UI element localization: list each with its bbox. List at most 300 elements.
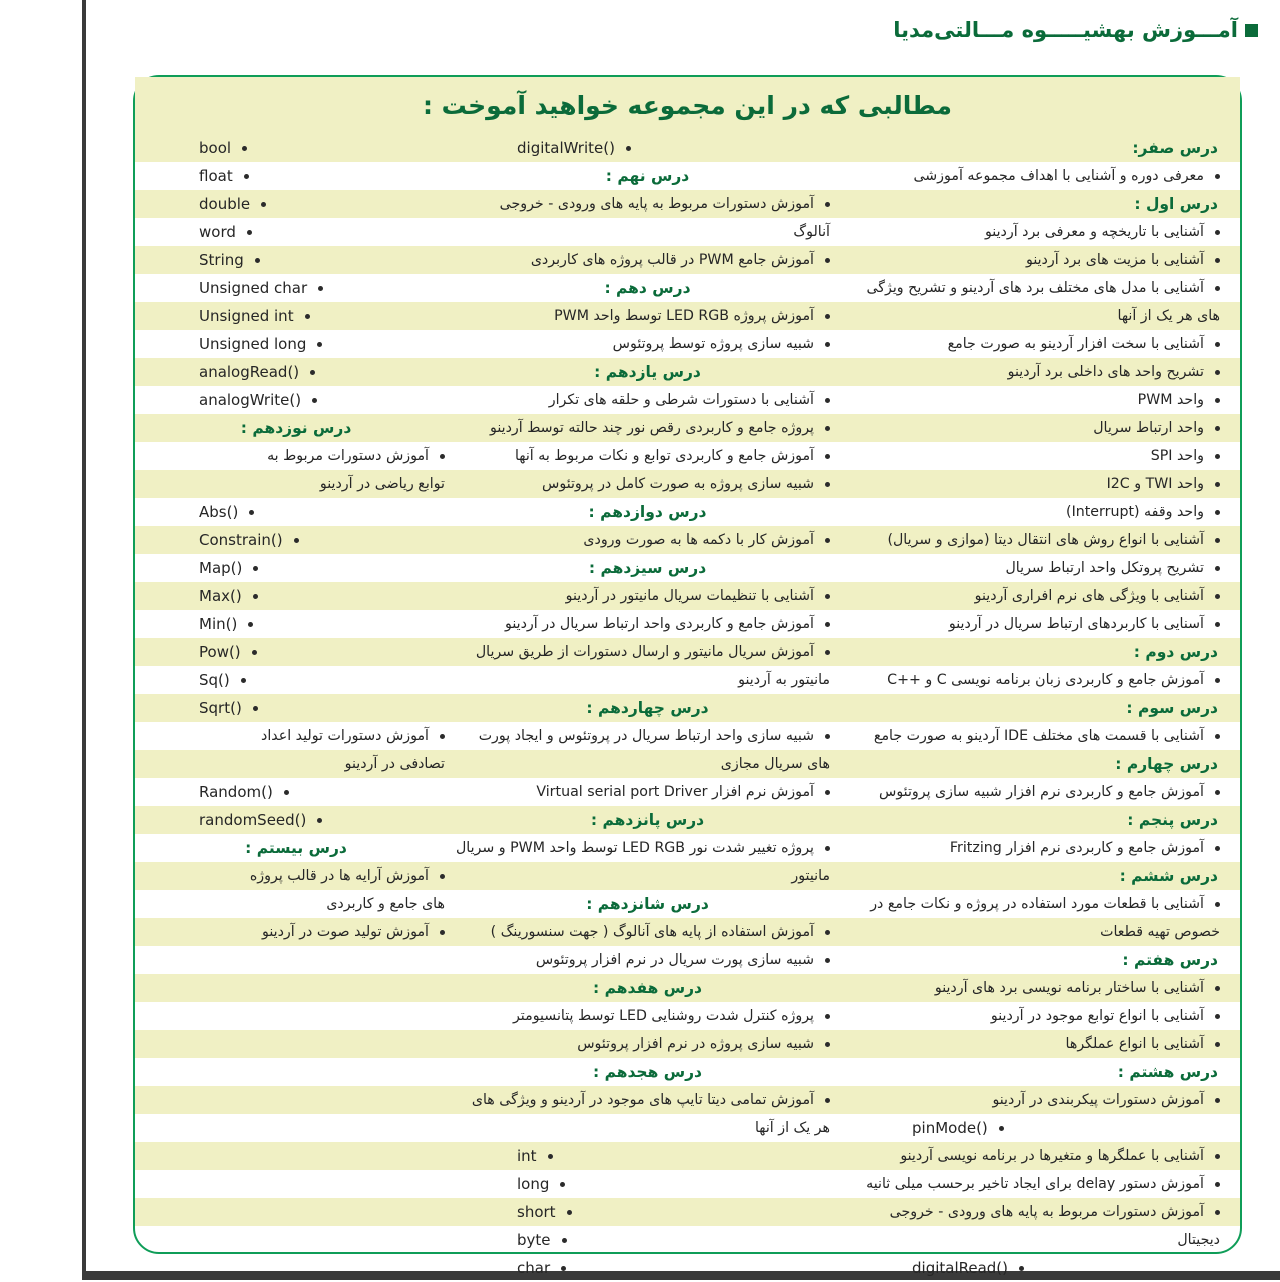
- square-bullet-icon: [1245, 24, 1258, 37]
- middle-list-item: [455, 470, 840, 498]
- middle-list-item: [455, 442, 840, 470]
- bullet-icon: [825, 342, 830, 347]
- bullet-icon: [825, 314, 830, 319]
- list-item-text: آشنایی با انواع توابع موجود در آردینو: [990, 1007, 1204, 1024]
- list-item-text: analogRead(): [199, 363, 300, 381]
- list-item-text: تشریح پروتکل واحد ارتباط سریال: [1005, 559, 1204, 576]
- bullet-icon: [1215, 538, 1220, 543]
- list-item-text: double: [199, 195, 251, 213]
- middle-lesson-heading: [455, 498, 840, 526]
- bullet-icon: [252, 650, 257, 655]
- bullet-icon: [825, 482, 830, 487]
- list-item-text: های هر یک از آنها: [1117, 307, 1220, 324]
- list-item-text: آموزش استفاده از پایه های آنالوگ ( جهت سنسورینگ ): [490, 923, 814, 940]
- middle-code-item: [455, 1198, 840, 1226]
- left-code-item: [137, 526, 455, 554]
- left-lesson-heading: [137, 834, 455, 862]
- list-item-text: آشنایی با ویژگی های نرم افراری آردینو: [974, 587, 1204, 604]
- right-lesson-heading: [842, 806, 1232, 834]
- middle-list-item: [455, 778, 840, 806]
- bullet-icon: [560, 1182, 565, 1187]
- bullet-icon: [253, 594, 258, 599]
- bullet-icon: [440, 454, 445, 459]
- bullet-icon: [825, 202, 830, 207]
- list-item-text: شبیه سازی پورت سریال در نرم افزار پروتئوس: [535, 951, 814, 968]
- right-list-item: [842, 1002, 1232, 1030]
- list-item-text: هر یک از آنها: [754, 1119, 830, 1136]
- left-list-item-continuation: [137, 750, 455, 778]
- bullet-icon: [1215, 482, 1220, 487]
- bullet-icon: [294, 538, 299, 543]
- left-list-item-continuation: [137, 890, 455, 918]
- middle-lesson-heading: [455, 554, 840, 582]
- course-contents-card: [133, 75, 1242, 1277]
- list-item-text: Constrain(): [199, 531, 283, 549]
- left-list-item: [137, 918, 455, 946]
- middle-list-item: [455, 526, 840, 554]
- middle-list-item: [455, 414, 840, 442]
- list-item-text: شبیه سازی واحد ارتباط سریال در پروتئوس و ایجاد پورت: [478, 727, 814, 744]
- middle-list-item: [455, 1002, 840, 1030]
- list-item-text: توابع ریاضی در آردینو: [319, 475, 445, 492]
- left-code-item: [137, 302, 455, 330]
- list-item-text: digitalRead(): [912, 1259, 1009, 1277]
- list-item-text: analogWrite(): [199, 391, 302, 409]
- lesson-heading-text: درس اول :: [1134, 195, 1218, 213]
- lesson-heading-text: درس نهم :: [605, 167, 690, 185]
- lesson-heading-text: درس پانزدهم :: [590, 811, 705, 829]
- bullet-icon: [310, 370, 315, 375]
- bullet-icon: [1215, 986, 1220, 991]
- left-code-item: [137, 358, 455, 386]
- bullet-icon: [825, 650, 830, 655]
- bullet-icon: [1215, 510, 1220, 515]
- middle-code-item: [455, 1142, 840, 1170]
- list-item-text: long: [517, 1175, 550, 1193]
- list-item-text: آشنایی با تنظیمات سریال مانیتور در آردینو: [565, 587, 814, 604]
- left-code-item: [137, 498, 455, 526]
- bullet-icon: [1215, 370, 1220, 375]
- lesson-heading-text: درس سوم :: [1126, 699, 1218, 717]
- list-item-text: آموزش جامع و کاربردی نرم افزار Fritzing: [949, 839, 1204, 856]
- bullet-icon: [825, 930, 830, 935]
- column-right: [842, 134, 1232, 1282]
- lesson-heading-text: درس هشتم :: [1117, 1063, 1218, 1081]
- middle-list-item: [455, 918, 840, 946]
- lesson-heading-text: درس دوم :: [1133, 643, 1218, 661]
- middle-code-item: [455, 1226, 840, 1254]
- list-item-text: شبیه سازی پروژه در نرم افزار پروتئوس: [577, 1035, 814, 1052]
- list-item-text: شبیه سازی پروژه به صورت کامل در پروتئوس: [542, 475, 814, 492]
- brand-header: [893, 18, 1258, 42]
- bullet-icon: [247, 230, 252, 235]
- list-item-text: آشنایی با قسمت های مختلف IDE آردینو به صورت جامع: [873, 727, 1204, 744]
- middle-list-item: [455, 190, 840, 218]
- list-item-text: آموزش تولید صوت در آردینو: [262, 923, 429, 940]
- bullet-icon: [318, 286, 323, 291]
- column-middle: [455, 134, 840, 1282]
- middle-code-item: [455, 1254, 840, 1282]
- list-item-text: واحد TWI و I2C: [1106, 475, 1204, 492]
- list-item-text: آموزش دستورات تولید اعداد: [261, 727, 429, 744]
- middle-list-item-continuation: [455, 1114, 840, 1142]
- list-item-text: آموزش جامع و کاربردی زبان برنامه نویسی C و ++C: [887, 671, 1204, 688]
- list-item-text: آموزش جامع و کاربردی توابع و نکات مربوط به آنها: [514, 447, 814, 464]
- list-item-text: bool: [199, 139, 232, 157]
- right-lesson-heading: [842, 946, 1232, 974]
- list-item-text: pinMode(): [912, 1119, 988, 1137]
- middle-list-item: [455, 302, 840, 330]
- list-item-text: Max(): [199, 587, 242, 605]
- right-list-item: [842, 834, 1232, 862]
- list-item-text: آشنایی با دستورات شرطی و حلقه های تکرار: [548, 391, 814, 408]
- right-list-item: [842, 1142, 1232, 1170]
- left-code-item: [137, 610, 455, 638]
- bullet-icon: [567, 1210, 572, 1215]
- middle-lesson-heading: [455, 1058, 840, 1086]
- left-code-item: [137, 386, 455, 414]
- list-item-text: آموزش نرم افزار Virtual serial port Driver: [536, 783, 814, 800]
- left-code-item: [137, 638, 455, 666]
- middle-list-item: [455, 246, 840, 274]
- list-item-text: واحد SPI: [1150, 447, 1204, 464]
- middle-lesson-heading: [455, 806, 840, 834]
- list-item-text: آنالوگ: [793, 223, 830, 240]
- middle-code-item: [455, 134, 840, 162]
- bullet-icon: [261, 202, 266, 207]
- left-code-item: [137, 554, 455, 582]
- bullet-icon: [1215, 398, 1220, 403]
- bullet-icon: [825, 734, 830, 739]
- right-lesson-heading: [842, 694, 1232, 722]
- list-item-text: آشنایی با مزیت های برد آردینو: [1025, 251, 1204, 268]
- middle-list-item-continuation: [455, 218, 840, 246]
- bullet-icon: [1215, 174, 1220, 179]
- bullet-icon: [244, 174, 249, 179]
- lesson-heading-text: درس سیزدهم :: [588, 559, 707, 577]
- list-item-text: randomSeed(): [199, 811, 307, 829]
- left-lesson-heading: [137, 414, 455, 442]
- bullet-icon: [825, 398, 830, 403]
- right-lesson-heading: [842, 190, 1232, 218]
- list-item-text: پروژه جامع و کاربردی رقص نور چند حالته توسط آردینو: [490, 419, 814, 436]
- bullet-icon: [1215, 342, 1220, 347]
- list-item-text: Random(): [199, 783, 273, 801]
- list-item-text: معرفی دوره و آشنایی با اهداف مجموعه آموزشی: [913, 167, 1204, 184]
- bullet-icon: [255, 258, 260, 263]
- lesson-heading-text: درس چهارم :: [1115, 755, 1218, 773]
- right-list-item: [842, 778, 1232, 806]
- middle-lesson-heading: [455, 694, 840, 722]
- list-item-text: آموزش تمامی دیتا تایپ های موجود در آردینو و ویژگی های: [471, 1091, 814, 1108]
- middle-list-item: [455, 610, 840, 638]
- left-list-item-continuation: [137, 470, 455, 498]
- middle-list-item: [455, 722, 840, 750]
- list-item-text: واحد ارتباط سریال: [1093, 419, 1204, 436]
- column-left: [137, 134, 455, 946]
- list-item-text: واحد PWM: [1137, 391, 1204, 408]
- list-item-text: آشنایی با عملگرها و متغیرها در برنامه نویسی آردینو: [900, 1147, 1204, 1164]
- bullet-icon: [825, 258, 830, 263]
- bullet-icon: [1215, 678, 1220, 683]
- bullet-icon: [248, 622, 253, 627]
- right-list-item: [842, 470, 1232, 498]
- bullet-icon: [825, 594, 830, 599]
- bullet-icon: [1215, 454, 1220, 459]
- bullet-icon: [1215, 594, 1220, 599]
- lesson-heading-text: درس دهم :: [604, 279, 691, 297]
- right-list-item: [842, 162, 1232, 190]
- bullet-icon: [825, 622, 830, 627]
- bullet-icon: [1215, 566, 1220, 571]
- right-list-item: [842, 498, 1232, 526]
- left-code-item: [137, 778, 455, 806]
- bullet-icon: [1215, 1154, 1220, 1159]
- middle-list-item: [455, 1030, 840, 1058]
- bullet-icon: [626, 146, 631, 151]
- right-list-item: [842, 246, 1232, 274]
- list-item-text: پروژه تغییر شدت نور LED RGB توسط واحد PWM و سریال: [455, 839, 814, 856]
- list-item-text: آشنایی با انواع روش های انتقال دیتا (موازی و سریال): [887, 531, 1204, 548]
- bullet-icon: [1019, 1266, 1024, 1271]
- list-item-text: آموزش دستورات مربوط به: [267, 447, 429, 464]
- bullet-icon: [242, 146, 247, 151]
- right-list-item: [842, 358, 1232, 386]
- list-item-text: Unsigned int: [199, 307, 294, 325]
- list-item-text: آموزش دستورات پیکربندی در آردینو: [992, 1091, 1204, 1108]
- list-item-text: آموزش دستورات مربوط به پایه های ورودی - خروجی: [889, 1203, 1204, 1220]
- bullet-icon: [249, 510, 254, 515]
- middle-list-item: [455, 1086, 840, 1114]
- middle-list-item: [455, 638, 840, 666]
- bullet-icon: [1215, 902, 1220, 907]
- list-item-text: های جامع و کاربردی: [326, 895, 445, 912]
- list-item-text: Sqrt(): [199, 699, 242, 717]
- left-code-item: [137, 666, 455, 694]
- list-item-text: آموزش آرایه ها در قالب پروژه: [249, 867, 429, 884]
- bullet-icon: [312, 398, 317, 403]
- list-item-text: آموزش جامع PWM در قالب پروژه های کاربردی: [530, 251, 814, 268]
- right-list-item: [842, 722, 1232, 750]
- card-title-band: [135, 77, 1240, 134]
- right-list-item: [842, 330, 1232, 358]
- right-list-item: [842, 442, 1232, 470]
- middle-list-item-continuation: [455, 750, 840, 778]
- left-code-item: [137, 246, 455, 274]
- bullet-icon: [317, 342, 322, 347]
- left-list-item: [137, 442, 455, 470]
- list-item-text: byte: [517, 1231, 551, 1249]
- left-code-item: [137, 162, 455, 190]
- bullet-icon: [1215, 846, 1220, 851]
- bullet-icon: [825, 846, 830, 851]
- middle-lesson-heading: [455, 974, 840, 1002]
- left-code-item: [137, 694, 455, 722]
- right-list-item: [842, 666, 1232, 694]
- poster-page: [82, 0, 1280, 1280]
- left-code-item: [137, 218, 455, 246]
- middle-list-item: [455, 946, 840, 974]
- bullet-icon: [253, 566, 258, 571]
- bullet-icon: [284, 790, 289, 795]
- bullet-icon: [1215, 1098, 1220, 1103]
- bullet-icon: [305, 314, 310, 319]
- list-item-text: دیجیتال: [1177, 1231, 1220, 1248]
- middle-lesson-heading: [455, 358, 840, 386]
- bullet-icon: [440, 930, 445, 935]
- list-item-text: float: [199, 167, 233, 185]
- list-item-text: Abs(): [199, 503, 239, 521]
- bullet-icon: [825, 1042, 830, 1047]
- list-item-text: شبیه سازی پروژه توسط پروتئوس: [612, 335, 814, 352]
- bullet-icon: [317, 818, 322, 823]
- right-list-item: [842, 610, 1232, 638]
- bullet-icon: [548, 1154, 553, 1159]
- list-item-text: آموزش پروژه LED RGB توسط واحد PWM: [554, 307, 814, 324]
- list-item-text: آموزش دستورات مربوط به پایه های ورودی - خروجی: [499, 195, 814, 212]
- right-lesson-heading: [842, 134, 1232, 162]
- brand-header-text: آمـــوزش بهشیـــــوه مـــالتی‌مدیا: [893, 18, 1238, 42]
- list-item-text: char: [517, 1259, 551, 1277]
- bullet-icon: [241, 678, 246, 683]
- list-item-text: int: [517, 1147, 537, 1165]
- left-code-item: [137, 806, 455, 834]
- list-item-text: مانیتور به آردینو: [738, 671, 830, 688]
- lesson-heading-text: درس هفتم :: [1122, 951, 1218, 969]
- right-list-item: [842, 386, 1232, 414]
- left-code-item: [137, 190, 455, 218]
- list-item-text: پروژه کنترل شدت روشنایی LED توسط پتانسیومتر: [512, 1007, 814, 1024]
- list-item-text: آموزش کار با دکمه ها به صورت ورودی: [583, 531, 814, 548]
- middle-list-item: [455, 386, 840, 414]
- list-item-text: آشنایی با انواع عملگرها: [1065, 1035, 1204, 1052]
- list-item-text: آشنایی با ساختار برنامه نویسی برد های آردینو: [934, 979, 1204, 996]
- list-item-text: digitalWrite(): [517, 139, 615, 157]
- lesson-heading-text: درس شانزدهم :: [586, 895, 709, 913]
- right-list-item: [842, 1198, 1232, 1226]
- list-item-text: آشنایی با تاریخچه و معرفی برد آردینو: [984, 223, 1204, 240]
- right-list-item: [842, 890, 1232, 918]
- bullet-icon: [825, 790, 830, 795]
- list-item-text: مانیتور: [791, 867, 830, 884]
- middle-code-item: [455, 1170, 840, 1198]
- card-title-text: مطالبی که در این مجموعه خواهید آموخت :: [422, 91, 953, 120]
- lesson-heading-text: درس یازدهم :: [594, 363, 701, 381]
- bullet-icon: [825, 958, 830, 963]
- middle-lesson-heading: [455, 274, 840, 302]
- list-item-text: آشنایی با سخت افزار آردینو به صورت جامع: [947, 335, 1204, 352]
- list-item-text: Min(): [199, 615, 238, 633]
- bullet-icon: [1215, 790, 1220, 795]
- right-list-item-continuation: [842, 918, 1232, 946]
- lesson-heading-text: درس پنجم :: [1127, 811, 1218, 829]
- bullet-icon: [440, 734, 445, 739]
- list-item-text: تشریح واحد های داخلی برد آردینو: [1007, 363, 1204, 380]
- bullet-icon: [999, 1126, 1004, 1131]
- list-item-text: Unsigned char: [199, 279, 308, 297]
- list-item-text: تصادفی در آردینو: [344, 755, 445, 772]
- left-code-item: [137, 274, 455, 302]
- bullet-icon: [1215, 1014, 1220, 1019]
- bullet-icon: [562, 1238, 567, 1243]
- middle-lesson-heading: [455, 890, 840, 918]
- middle-lesson-heading: [455, 162, 840, 190]
- list-item-text: short: [517, 1203, 556, 1221]
- lesson-heading-text: درس بیستم :: [245, 839, 347, 857]
- bullet-icon: [825, 1014, 830, 1019]
- left-code-item: [137, 582, 455, 610]
- bullet-icon: [1215, 622, 1220, 627]
- bullet-icon: [1215, 286, 1220, 291]
- bullet-icon: [1215, 1210, 1220, 1215]
- lesson-heading-text: درس چهاردهم :: [586, 699, 709, 717]
- bullet-icon: [1215, 734, 1220, 739]
- list-item-text: آسنایی با کاربردهای ارتباط سریال در آردینو: [948, 615, 1204, 632]
- right-list-item: [842, 1030, 1232, 1058]
- right-list-item: [842, 554, 1232, 582]
- middle-list-item-continuation: [455, 862, 840, 890]
- bullet-icon: [825, 426, 830, 431]
- list-item-text: آشنایی با مدل های مختلف برد های آردینو و تشریح ویژگی: [866, 279, 1204, 296]
- bullet-icon: [561, 1266, 566, 1271]
- right-list-item-continuation: [842, 302, 1232, 330]
- bullet-icon: [825, 538, 830, 543]
- list-item-text: آموزش جامع و کاربردی واحد ارتباط سریال در آردینو: [505, 615, 814, 632]
- list-item-text: آشنایی با قطعات مورد استفاده در پروژه و نکات جامع در: [870, 895, 1204, 912]
- middle-list-item: [455, 330, 840, 358]
- bullet-icon: [1215, 230, 1220, 235]
- list-item-text: خصوص تهیه قطعات: [1100, 923, 1220, 940]
- bullet-icon: [825, 1098, 830, 1103]
- bullet-icon: [1215, 426, 1220, 431]
- right-code-item: [842, 1114, 1232, 1142]
- middle-list-item: [455, 834, 840, 862]
- lesson-heading-text: درس صفر:: [1132, 139, 1218, 157]
- bullet-icon: [825, 454, 830, 459]
- bullet-icon: [1215, 1042, 1220, 1047]
- right-list-item: [842, 974, 1232, 1002]
- left-list-item: [137, 722, 455, 750]
- middle-list-item-continuation: [455, 666, 840, 694]
- list-item-text: Sq(): [199, 671, 230, 689]
- right-list-item: [842, 274, 1232, 302]
- bullet-icon: [1215, 1182, 1220, 1187]
- bullet-icon: [1215, 258, 1220, 263]
- right-lesson-heading: [842, 750, 1232, 778]
- left-list-item: [137, 862, 455, 890]
- lesson-heading-text: درس هفدهم :: [593, 979, 703, 997]
- left-code-item: [137, 134, 455, 162]
- right-lesson-heading: [842, 638, 1232, 666]
- list-item-text: String: [199, 251, 244, 269]
- right-list-item-continuation: [842, 1226, 1232, 1254]
- right-list-item: [842, 1170, 1232, 1198]
- list-item-text: آموزش دستور delay برای ایجاد تاخیر برحسب میلی ثانیه: [866, 1175, 1204, 1192]
- list-item-text: word: [199, 223, 236, 241]
- right-list-item: [842, 218, 1232, 246]
- right-list-item: [842, 526, 1232, 554]
- list-item-text: Unsigned long: [199, 335, 307, 353]
- lesson-heading-text: درس هجدهم :: [592, 1063, 703, 1081]
- right-code-item: [842, 1254, 1232, 1282]
- list-item-text: آموزش جامع و کاربردی نرم افزار شبیه سازی پروتئوس: [879, 783, 1204, 800]
- bullet-icon: [440, 874, 445, 879]
- list-item-text: Pow(): [199, 643, 241, 661]
- list-item-text: آموزش سریال مانیتور و ارسال دستورات از طریق سریال: [475, 643, 814, 660]
- list-item-text: واحد وقفه (Interrupt): [1066, 503, 1204, 520]
- lesson-heading-text: درس دوازدهم :: [588, 503, 707, 521]
- right-list-item: [842, 414, 1232, 442]
